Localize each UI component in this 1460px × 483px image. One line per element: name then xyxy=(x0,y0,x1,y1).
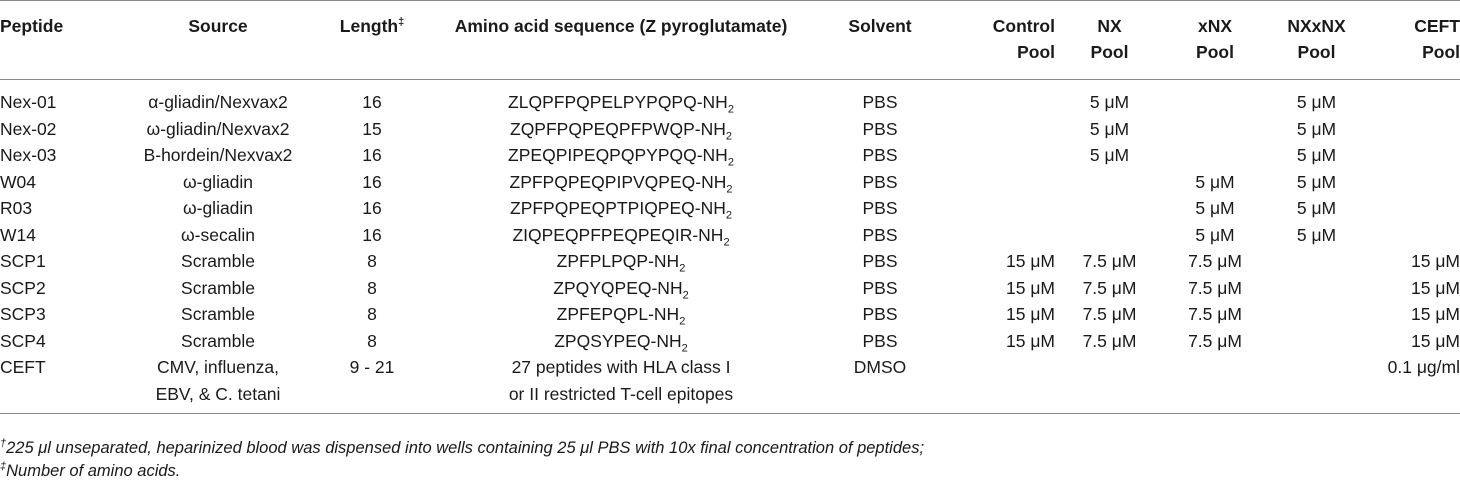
col-header-nx-pool: NX Pool xyxy=(1055,0,1164,80)
cell-solvent: PBS xyxy=(862,145,898,165)
col-header-solvent: Solvent xyxy=(816,0,944,80)
col-header-ceft-pool: CEFT Pool xyxy=(1367,0,1460,80)
cell-source: Scramble xyxy=(181,304,255,324)
cell-ceft-pool xyxy=(1367,142,1460,169)
cell-peptide: W04 xyxy=(0,171,36,192)
cell-sequence: ZIQPEQPFPEQPEQIR-$NH_2$ xyxy=(512,224,730,248)
table-row xyxy=(0,275,1460,302)
cell-nx-pool xyxy=(1055,222,1164,249)
cell-source: ω-gliadin xyxy=(182,171,254,192)
cell-xnx-pool xyxy=(1164,80,1266,116)
cell-ceft-pool xyxy=(1367,195,1460,222)
table-row xyxy=(0,248,1460,275)
cell-control-pool xyxy=(944,142,1055,169)
cell-nxxnx-pool xyxy=(1266,301,1367,328)
cell-length: 8 xyxy=(367,277,377,298)
cell-length: 16 xyxy=(362,92,382,112)
cell-nx-pool: 7.5 μM xyxy=(1082,330,1137,351)
cell-nxxnx-pool: 5 μM xyxy=(1296,145,1337,165)
cell-xnx-pool: 5 μM xyxy=(1195,171,1235,192)
table-row xyxy=(0,80,1460,116)
cell-xnx-pool xyxy=(1164,354,1266,414)
cell-length: 9 - 21 xyxy=(318,354,426,414)
cell-nx-pool: 5 μM xyxy=(1089,118,1130,139)
cell-control-pool: 15 μM xyxy=(1006,277,1055,298)
cell-nxxnx-pool: 5 μM xyxy=(1296,171,1337,192)
table-row-ceft xyxy=(0,354,1460,414)
cell-sequence: ZPQYQPEQ-$NH_2$ xyxy=(553,277,689,301)
cell-ceft-pool xyxy=(1367,169,1460,196)
cell-sequence: ZPQSYPEQ-$NH_2$ xyxy=(554,330,688,354)
cell-ceft-pool xyxy=(1367,80,1460,116)
cell-nx-pool xyxy=(1055,195,1164,222)
cell-nxxnx-pool xyxy=(1266,275,1367,302)
footnote-double-dagger: ‡Number of amino acids. xyxy=(0,460,181,480)
cell-peptide: SCP3 xyxy=(0,304,46,324)
cell-peptide: Nex-02 xyxy=(0,118,57,139)
cell-ceft-pool: 15 μM xyxy=(1411,304,1460,324)
cell-length: 8 xyxy=(367,330,377,351)
cell-nx-pool: 5 μM xyxy=(1089,145,1130,165)
cell-xnx-pool: 7.5 μM xyxy=(1188,304,1242,324)
cell-nx-pool: 5 μM xyxy=(1089,92,1130,112)
table-row xyxy=(0,222,1460,249)
cell-ceft-pool: 15 μM xyxy=(1411,330,1460,351)
cell-nxxnx-pool: 5 μM xyxy=(1296,92,1337,112)
cell-length: 16 xyxy=(362,224,382,245)
table-footnotes xyxy=(0,437,924,483)
cell-solvent: PBS xyxy=(862,330,898,351)
cell-xnx-pool: 5 μM xyxy=(1195,224,1235,245)
cell-nx-pool xyxy=(1055,354,1164,414)
cell-peptide: R03 xyxy=(0,198,33,218)
cell-xnx-pool: 5 μM xyxy=(1195,198,1235,218)
cell-length: 16 xyxy=(362,171,382,192)
cell-solvent: PBS xyxy=(862,251,898,271)
cell-source: Scramble xyxy=(181,330,255,351)
table-row xyxy=(0,116,1460,143)
double-dagger-mark: ‡ xyxy=(398,16,405,29)
cell-peptide: W14 xyxy=(0,224,36,245)
cell-source: B-hordein/Nexvax2 xyxy=(143,145,293,165)
cell-ceft-pool: 0.1 μg/ml xyxy=(1367,354,1460,414)
cell-xnx-pool: 7.5 μM xyxy=(1188,330,1242,351)
cell-peptide: SCP1 xyxy=(0,251,46,271)
col-header-nxxnx-pool: NXxNX Pool xyxy=(1266,0,1367,80)
cell-control-pool xyxy=(944,354,1055,414)
cell-control-pool xyxy=(944,80,1055,116)
cell-control-pool xyxy=(944,222,1055,249)
cell-peptide: CEFT xyxy=(0,354,118,414)
cell-xnx-pool xyxy=(1164,116,1266,143)
cell-peptide: Nex-03 xyxy=(0,145,57,165)
col-header-sequence: Amino acid sequence (Z pyroglutamate) xyxy=(426,0,816,80)
cell-peptide: SCP4 xyxy=(0,330,46,351)
cell-sequence: ZPFPQPEQPTPIQPEQ-$NH_2$ xyxy=(510,198,732,222)
cell-ceft-pool xyxy=(1367,222,1460,249)
cell-source: CMV, influenza, EBV, & C. tetani xyxy=(118,354,318,414)
cell-solvent: PBS xyxy=(862,92,898,112)
cell-control-pool xyxy=(944,116,1055,143)
cell-nxxnx-pool: 5 μM xyxy=(1296,224,1337,245)
cell-source: α-gliadin/Nexvax2 xyxy=(148,92,288,112)
cell-source: ω-secalin xyxy=(181,224,255,245)
cell-control-pool: 15 μM xyxy=(1006,251,1055,271)
cell-control-pool: 15 μM xyxy=(1006,304,1055,324)
col-header-control-pool: Control Pool xyxy=(944,0,1055,80)
cell-solvent: PBS xyxy=(862,171,898,192)
cell-sequence: ZPFPLPQP-$NH_2$ xyxy=(556,251,686,275)
cell-length: 16 xyxy=(362,198,382,218)
col-header-source: Source xyxy=(118,0,318,80)
cell-sequence: 27 peptides with HLA class I or II restricted T-cell epitopes xyxy=(426,354,816,414)
cell-nx-pool: 7.5 μM xyxy=(1082,304,1137,324)
cell-nxxnx-pool: 5 μM xyxy=(1296,118,1337,139)
cell-source: ω-gliadin xyxy=(182,198,254,218)
col-header-peptide: Peptide xyxy=(0,0,118,80)
cell-sequence: ZLQPFPQPELPYPQPQ-$NH_2$ xyxy=(508,92,734,116)
table-row xyxy=(0,142,1460,169)
cell-nx-pool: 7.5 μM xyxy=(1082,251,1137,271)
cell-solvent: DMSO xyxy=(816,354,944,414)
cell-nxxnx-pool xyxy=(1266,354,1367,414)
cell-nxxnx-pool xyxy=(1266,328,1367,355)
cell-length: 8 xyxy=(367,251,377,271)
cell-source: Scramble xyxy=(181,251,255,271)
cell-length: 8 xyxy=(367,304,377,324)
cell-solvent: PBS xyxy=(862,277,898,298)
cell-length: 16 xyxy=(362,145,382,165)
cell-control-pool xyxy=(944,195,1055,222)
header-row xyxy=(0,0,1460,80)
cell-sequence: ZQPFPQPEQPFPWQP-$NH_2$ xyxy=(510,118,732,142)
cell-sequence: ZPFPQPEQPIPVQPEQ-$NH_2$ xyxy=(509,171,733,195)
cell-xnx-pool: 7.5 μM xyxy=(1188,277,1242,298)
table-row xyxy=(0,195,1460,222)
cell-control-pool: 15 μM xyxy=(1006,330,1055,351)
table-row xyxy=(0,169,1460,196)
cell-sequence: ZPFEPQPL-$NH_2$ xyxy=(556,304,686,328)
cell-source: ω-gliadin/Nexvax2 xyxy=(146,118,290,139)
cell-ceft-pool xyxy=(1367,116,1460,143)
cell-peptide: SCP2 xyxy=(0,277,46,298)
table-row xyxy=(0,301,1460,328)
cell-source: Scramble xyxy=(181,277,255,298)
cell-xnx-pool xyxy=(1164,142,1266,169)
cell-xnx-pool: 7.5 μM xyxy=(1188,251,1242,271)
col-header-xnx-pool: xNX Pool xyxy=(1164,0,1266,80)
cell-ceft-pool: 15 μM xyxy=(1411,277,1460,298)
cell-nx-pool xyxy=(1055,169,1164,196)
cell-solvent: PBS xyxy=(862,198,898,218)
col-header-length: Length‡ xyxy=(318,0,426,80)
cell-nxxnx-pool xyxy=(1266,248,1367,275)
cell-solvent: PBS xyxy=(862,224,898,245)
cell-control-pool xyxy=(944,169,1055,196)
footnote-dagger: †225 μl unseparated, heparinized blood was dispensed into wells containing 25 μl PBS with 10x final concentration of peptides; xyxy=(0,437,925,457)
cell-solvent: PBS xyxy=(862,118,898,139)
cell-length: 15 xyxy=(362,118,382,139)
cell-peptide: Nex-01 xyxy=(0,92,57,112)
cell-solvent: PBS xyxy=(862,304,898,324)
cell-ceft-pool: 15 μM xyxy=(1411,251,1460,271)
cell-sequence: ZPEQPIPEQPQPYPQQ-$NH_2$ xyxy=(508,145,734,169)
cell-nxxnx-pool: 5 μM xyxy=(1296,198,1337,218)
cell-nx-pool: 7.5 μM xyxy=(1082,277,1137,298)
table-row xyxy=(0,328,1460,355)
